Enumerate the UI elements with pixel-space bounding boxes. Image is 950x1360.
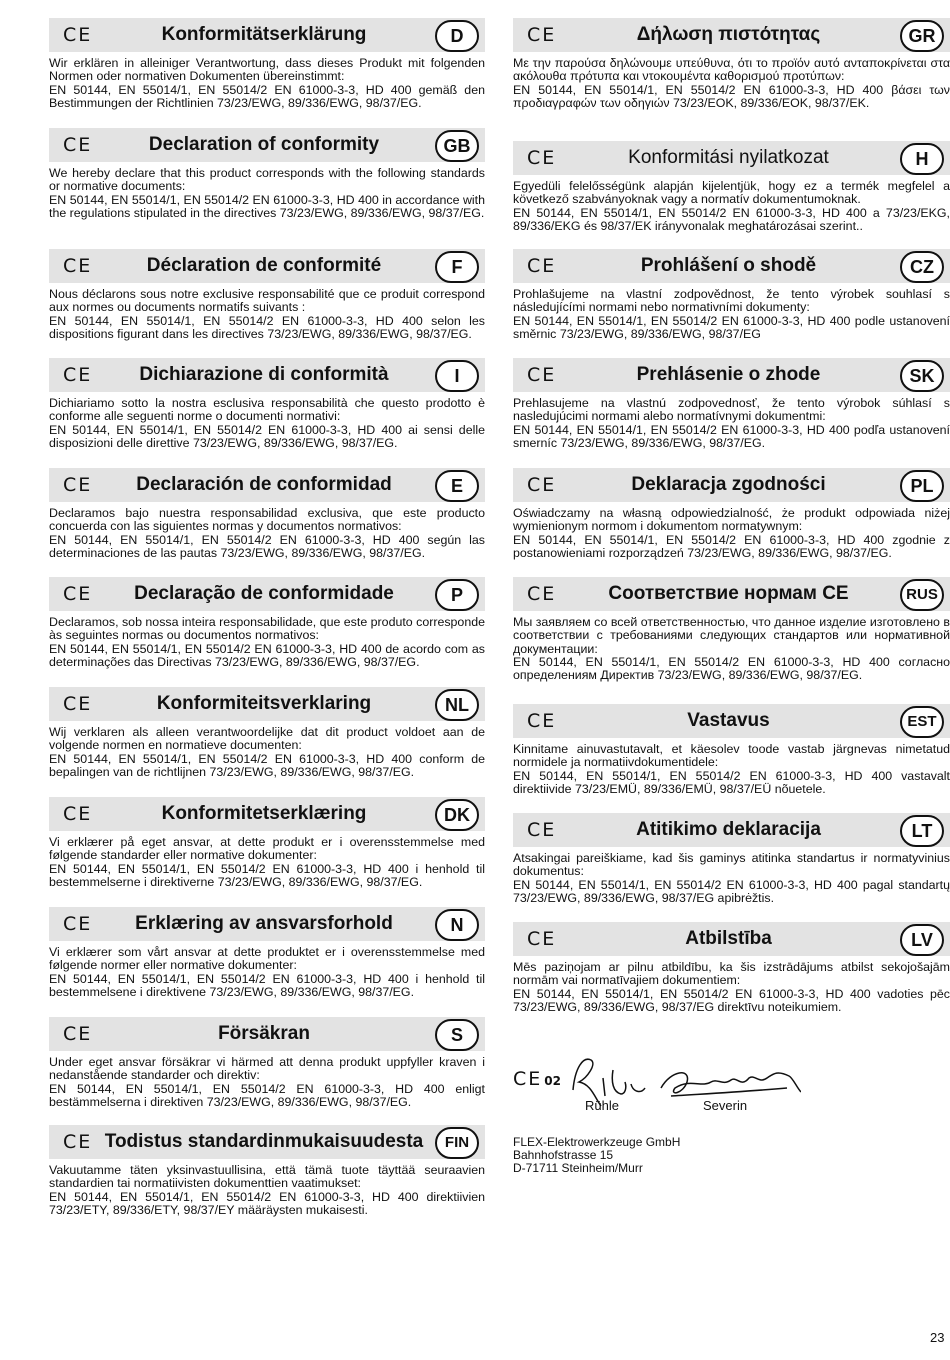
declaration-standards: EN 50144, EN 55014/1, EN 55014/2 EN 61000-3-3, HD 400 i henhold til bestemmelsene i direktivene 73/23/EWG, 89/336/EWG, 98/37/EG. <box>49 971 485 999</box>
ce-mark-icon: CE <box>527 928 557 950</box>
declaration-statement: Prehlasujeme na vlastnú zodpovednosť, že tento výrobok súhlasí s nasledujúcimi normami alebo normatívnymi dokumentmi: <box>513 396 950 424</box>
country-code-badge: RUS <box>900 579 944 611</box>
declaration-statement: Мы заявляем со всей ответственностью, что данное изделие изготовлено в соответствии с требованиями следующих стандартов или нормативной документации: <box>513 615 950 656</box>
declaration-block <box>49 128 485 220</box>
company-city: D-71711 Steinheim/Murr <box>513 1161 643 1175</box>
declaration-standards: EN 50144, EN 55014/1, EN 55014/2 EN 61000-3-3, HD 400 selon les dispositions figurant dans les directives 73/23/EWG, 89/336/EWG, 98/37/EG. <box>49 313 485 341</box>
declaration-title: Declaração de conformidade <box>134 583 394 604</box>
declaration-text <box>49 946 485 999</box>
declaration-block <box>513 18 950 110</box>
country-code-badge: DK <box>435 799 479 831</box>
declaration-standards: EN 50144, EN 55014/1, EN 55014/2 EN 61000-3-3, HD 400 a 73/23/EKG, 89/336/EKG és 98/37/EK irányvonalak meghatározásai szerint.. <box>513 205 950 233</box>
declaration-text <box>513 743 950 796</box>
declaration-header <box>513 141 950 175</box>
declaration-title: Déclaration de conformité <box>146 255 382 276</box>
declaration-header <box>49 468 485 502</box>
declaration-statement: Nous déclarons sous notre exclusive responsabilité que ce produit correspond aux normes ou documents normatifs suivants : <box>49 287 485 315</box>
declaration-block <box>49 577 485 669</box>
declaration-text <box>513 852 950 905</box>
declaration-statement: Vi erklærer på eget ansvar, at dette produkt er i overensstemmelse med følgende standarder eller normative dokumenter: <box>49 835 485 863</box>
declaration-statement: Vakuutamme täten yksinvastuullisina, että tämä tuote täyttää seuraavien standardien tai normatiivisten dokumenttien vaatimukset: <box>49 1163 485 1191</box>
ce-mark-icon: CE <box>63 24 93 46</box>
declaration-standards: EN 50144, EN 55014/1, EN 55014/2 EN 61000-3-3, HD 400 ai sensi delle disposizioni delle direttive 73/23/EWG, 89/336/EWG, 98/37/EG. <box>49 422 485 450</box>
declaration-title: Δήλωση πιστότητας <box>636 24 821 45</box>
declaration-block <box>513 813 950 905</box>
declaration-title: Vastavus <box>687 710 770 731</box>
declaration-block <box>49 468 485 560</box>
declaration-standards: EN 50144, EN 55014/1, EN 55014/2 EN 61000-3-3, HD 400 in accordance with the regulations stipulated in the directives 73/23/EWG, 89/336/EWG, 98/37/EG. <box>49 192 485 220</box>
declaration-title: Prehlásenie o zhode <box>636 364 821 385</box>
declaration-standards: EN 50144, EN 55014/1, EN 55014/2 EN 61000-3-3, HD 400 pagal standartų 73/23/EWG, 89/336/EWG, 98/37/EG apibrėžtis. <box>513 877 950 905</box>
declaration-title: Declaración de conformidad <box>136 474 392 495</box>
declaration-text <box>49 1056 485 1109</box>
declaration-title: Erklæring av ansvarsforhold <box>135 913 393 934</box>
declaration-statement: Kinnitame ainuvastutavalt, et käesolev toode vastab järgnevas nimetatud normidele ja normatiivdokumentidele: <box>513 742 950 770</box>
country-code-badge: LT <box>900 815 944 847</box>
declaration-statement: Under eget ansvar försäkrar vi härmed att denna produkt uppfyller kraven i nedanstående standarder och direktiv: <box>49 1055 485 1083</box>
declaration-title: Atbilstība <box>685 928 772 949</box>
ce-mark-icon: CE <box>63 255 93 277</box>
ce-mark-icon: CE <box>527 24 557 46</box>
declaration-header <box>513 922 950 956</box>
declaration-text <box>513 397 950 450</box>
declaration-statement: Wir erklären in alleiniger Verantwortung, dass dieses Produkt mit folgenden Normen oder normativen Dokumenten übereinstimmt: <box>49 56 485 84</box>
signatory-name-2: Severin <box>703 1098 748 1113</box>
declaration-text <box>49 1164 485 1217</box>
declaration-block <box>513 358 950 450</box>
declaration-text <box>513 57 950 110</box>
declaration-standards: EN 50144, EN 55014/1, EN 55014/2 EN 61000-3-3, HD 400 gemäß den Bestimmungen der Richtlinien 73/23/EWG, 89/336/EWG, 98/37/EG. <box>49 82 485 110</box>
declaration-block <box>49 907 485 999</box>
country-code-badge: S <box>435 1019 479 1051</box>
declaration-title: Dichiarazione di conformità <box>139 364 389 385</box>
country-code-badge: I <box>435 360 479 392</box>
declaration-text <box>49 397 485 450</box>
ce-mark-icon: CE <box>63 1023 93 1045</box>
declaration-standards: EN 50144, EN 55014/1, EN 55014/2 EN 61000-3-3, HD 400 podľa ustanovení smerníc 73/23/EWG, 89/336/EWG, 98/37/EG. <box>513 422 950 450</box>
declaration-statement: Prohlašujeme na vlastní zodpovědnost, že tento výrobek souhlasí s následujícími normami nebo normativními dokumenty: <box>513 287 950 315</box>
country-code-badge: GR <box>900 20 944 52</box>
declaration-block <box>513 249 950 341</box>
ce-mark-icon: CE <box>527 474 557 496</box>
declaration-block <box>49 687 485 779</box>
ce-footer-mark: CE 02 <box>513 1068 561 1090</box>
ce-mark-icon: CE <box>527 147 557 169</box>
declaration-text <box>49 726 485 779</box>
declaration-header <box>49 18 485 52</box>
declaration-standards: EN 50144, EN 55014/1, EN 55014/2 EN 61000-3-3, HD 400 según las determinaciones de las pautas 73/23/EWG, 89/336/EWG, 98/37/EG. <box>49 532 485 560</box>
declaration-text <box>49 167 485 220</box>
ce-mark-icon: CE <box>527 255 557 277</box>
declaration-standards: EN 50144, EN 55014/1, EN 55014/2 EN 61000-3-3, HD 400 i henhold til bestemmelserne i direktiverne 73/23/EWG, 89/336/EWG, 98/37/EG. <box>49 861 485 889</box>
declaration-text <box>49 616 485 669</box>
declaration-header <box>513 18 950 52</box>
declaration-standards: EN 50144, EN 55014/1, EN 55014/2 EN 61000-3-3, HD 400 podle ustanovení směrnic 73/23/EWG, 89/336/EWG, 98/37/EG <box>513 313 950 341</box>
ce-mark-icon: CE <box>63 693 93 715</box>
ce-mark-icon: CE <box>63 364 93 386</box>
declaration-text <box>513 288 950 341</box>
declaration-header <box>513 577 950 611</box>
declaration-block <box>513 922 950 1014</box>
declaration-standards: EN 50144, EN 55014/1, EN 55014/2 EN 61000-3-3, HD 400 vadoties pēc 73/23/EWG, 89/336/EWG, 98/37/EG direktīvu noteikumiem. <box>513 986 950 1014</box>
country-code-badge: N <box>435 909 479 941</box>
declaration-text <box>513 961 950 1014</box>
declaration-block <box>49 18 485 110</box>
declaration-block <box>49 1125 485 1217</box>
declaration-standards: EN 50144, EN 55014/1, EN 55014/2 EN 61000-3-3, HD 400 direktiivien 73/23/ETY, 89/336/ETY, 98/37/EY määräysten mukaisesti. <box>49 1189 485 1217</box>
declaration-text <box>513 616 950 682</box>
declaration-block <box>513 141 950 233</box>
ce-mark-icon: CE <box>63 1131 93 1153</box>
declaration-statement: Vi erklærer som vårt ansvar at dette produktet er i overensstemmelse med følgende normer eller normative dokumenter: <box>49 945 485 973</box>
declaration-block <box>49 358 485 450</box>
declaration-header <box>513 249 950 283</box>
declaration-text <box>49 57 485 110</box>
declaration-block <box>49 797 485 889</box>
declaration-block <box>513 468 950 560</box>
declaration-statement: We hereby declare that this product corresponds with the following standards or normative documents: <box>49 166 485 194</box>
declaration-title: Atitikimo deklaracija <box>636 819 821 840</box>
signatory-name-1: Rühle <box>585 1098 619 1113</box>
declaration-header <box>49 1125 485 1159</box>
declaration-statement: Egyedüli felelősségünk alapján kijelentjük, hogy ez a termék megfelel a következő szabványoknak vagy a normatív dokumentumoknak. <box>513 179 950 207</box>
declaration-standards: EN 50144, EN 55014/1, EN 55014/2 EN 61000-3-3, HD 400 vastavalt direktiivide 73/23/EMÜ, 89/336/EMÜ, 98/37/EÜ nõuetele. <box>513 768 950 796</box>
declaration-header <box>49 577 485 611</box>
declaration-header <box>49 687 485 721</box>
declaration-title: Konformiteitsverklaring <box>156 693 372 714</box>
declaration-block <box>49 249 485 341</box>
declaration-title: Prohlášení o shodě <box>640 255 817 276</box>
ce-mark-icon: CE <box>63 474 93 496</box>
country-code-badge: P <box>435 579 479 611</box>
declaration-header <box>49 1017 485 1051</box>
declaration-statement: Wij verklaren als alleen verantwoordelijke dat dit product voldoet aan de volgende normen en normatieve documenten: <box>49 725 485 753</box>
declaration-header <box>49 797 485 831</box>
declaration-header <box>49 249 485 283</box>
declaration-statement: Mēs paziņojam ar pilnu atbildību, ka šis izstrādājums atbilst sekojošajām normām vai normatīvajiem dokumentiem: <box>513 960 950 988</box>
country-code-badge: F <box>435 251 479 283</box>
declaration-standards: EN 50144, EN 55014/1, EN 55014/2 EN 61000-3-3, HD 400 enligt bestämmelserna i direktiven 73/23/EWG, 89/336/EWG, 98/37/EG. <box>49 1081 485 1109</box>
declaration-header <box>49 358 485 392</box>
declaration-text <box>513 507 950 560</box>
country-code-badge: E <box>435 470 479 502</box>
declaration-block <box>49 1017 485 1109</box>
ce-mark-icon: CE <box>63 134 93 156</box>
declaration-title: Konformitetserklæring <box>161 803 367 824</box>
declaration-title: Todistus standardinmukaisuudesta <box>104 1131 424 1152</box>
declaration-standards: EN 50144, EN 55014/1, EN 55014/2 EN 61000-3-3, HD 400 conform de bepalingen van de richtlijnen 73/23/EWG, 89/336/EWG, 98/37/EG. <box>49 751 485 779</box>
ce-mark-icon: CE <box>63 803 93 825</box>
declaration-standards: EN 50144, EN 55014/1, EN 55014/2 EN 61000-3-3, HD 400 zgodnie z postanowieniami rozporządzeń 73/23/EWG, 89/336/EWG, 98/37/EG. <box>513 532 950 560</box>
declaration-title: Соответствие нормам CE <box>608 583 849 604</box>
declaration-title: Konformitätserklärung <box>161 24 367 45</box>
declaration-header <box>513 704 950 738</box>
declaration-text <box>49 836 485 889</box>
declaration-statement: Declaramos bajo nuestra responsabilidad exclusiva, que este producto concuerda con las siguientes normas y documentos normativos: <box>49 506 485 534</box>
declaration-standards: EN 50144, EN 55014/1, EN 55014/2 EN 61000-3-3, HD 400 βάσει των προδιαγραφών των οδηγιών 73/23/EOK, 89/336/EOK, 98/37/EK. <box>513 82 950 110</box>
declaration-title: Declaration of conformity <box>148 134 380 155</box>
ce-mark-icon: CE <box>63 583 93 605</box>
ce-mark-icon: CE <box>63 913 93 935</box>
declaration-header <box>513 813 950 847</box>
declaration-statement: Declaramos, sob nossa inteira responsabilidade, que este produto corresponde às seguintes normas ou documentos normativos: <box>49 615 486 643</box>
declaration-text <box>513 180 950 233</box>
country-code-badge: CZ <box>900 251 944 283</box>
country-code-badge: GB <box>435 130 479 162</box>
declaration-header <box>513 358 950 392</box>
country-code-badge: D <box>435 20 479 52</box>
country-code-badge: NL <box>435 689 479 721</box>
country-code-badge: LV <box>900 924 944 956</box>
country-code-badge: SK <box>900 360 944 392</box>
ce-mark-icon: CE <box>527 710 557 732</box>
company-street: Bahnhofstrasse 15 <box>513 1148 614 1162</box>
declaration-header <box>513 468 950 502</box>
company-name: FLEX-Elektrowerkzeuge GmbH <box>513 1135 681 1149</box>
declaration-title: Försäkran <box>218 1023 310 1044</box>
country-code-badge: PL <box>900 470 944 502</box>
declaration-title: Deklaracja zgodności <box>631 474 826 495</box>
country-code-badge: EST <box>900 706 944 738</box>
declaration-title: Konformitási nyilatkozat <box>628 147 829 168</box>
country-code-badge: H <box>900 143 944 175</box>
declaration-header <box>49 907 485 941</box>
ce-mark-icon: CE <box>527 819 557 841</box>
country-code-badge: FIN <box>435 1127 479 1159</box>
declaration-header <box>49 128 485 162</box>
page-number: 23 <box>930 1330 945 1345</box>
declaration-standards: EN 50144, EN 55014/1, EN 55014/2 EN 61000-3-3, HD 400 de acordo com as determinações das Directivas 73/23/EWG, 89/336/EWG, 98/37/EG. <box>49 641 485 669</box>
declaration-block <box>513 577 950 682</box>
declaration-standards: EN 50144, EN 55014/1, EN 55014/2 EN 61000-3-3, HD 400 согласно определениям Директив 73/23/EWG, 89/336/EWG, 98/37/EG. <box>513 654 950 683</box>
declaration-statement: Oświadczamy na własną odpowiedzialność, że produkt odpowiada niżej wymienionym normom i dokumentom normatywnym: <box>513 506 950 534</box>
declaration-statement: Με την παρούσα δηλώνουμε υπεύθυνα, ότι το προϊόν αυτό ανταποκρίνεται στα ακόλουθα πρότυπα και ντοκουμέντα καθορισμού προτύπων: <box>513 56 950 84</box>
declaration-statement: Atsakingai pareiškiame, kad šis gaminys atitinka standartus ir normatyvinius dokumentus: <box>513 851 950 879</box>
company-address <box>513 1136 680 1175</box>
declaration-text <box>49 507 485 560</box>
declaration-statement: Dichiariamo sotto la nostra esclusiva responsabilità che questo prodotto è conforme alle seguenti norme o documenti normativi: <box>49 396 485 424</box>
ce-mark-icon: CE <box>527 364 557 386</box>
declaration-text <box>49 288 485 341</box>
declaration-block <box>513 704 950 796</box>
ce-mark-icon: CE <box>527 583 557 605</box>
